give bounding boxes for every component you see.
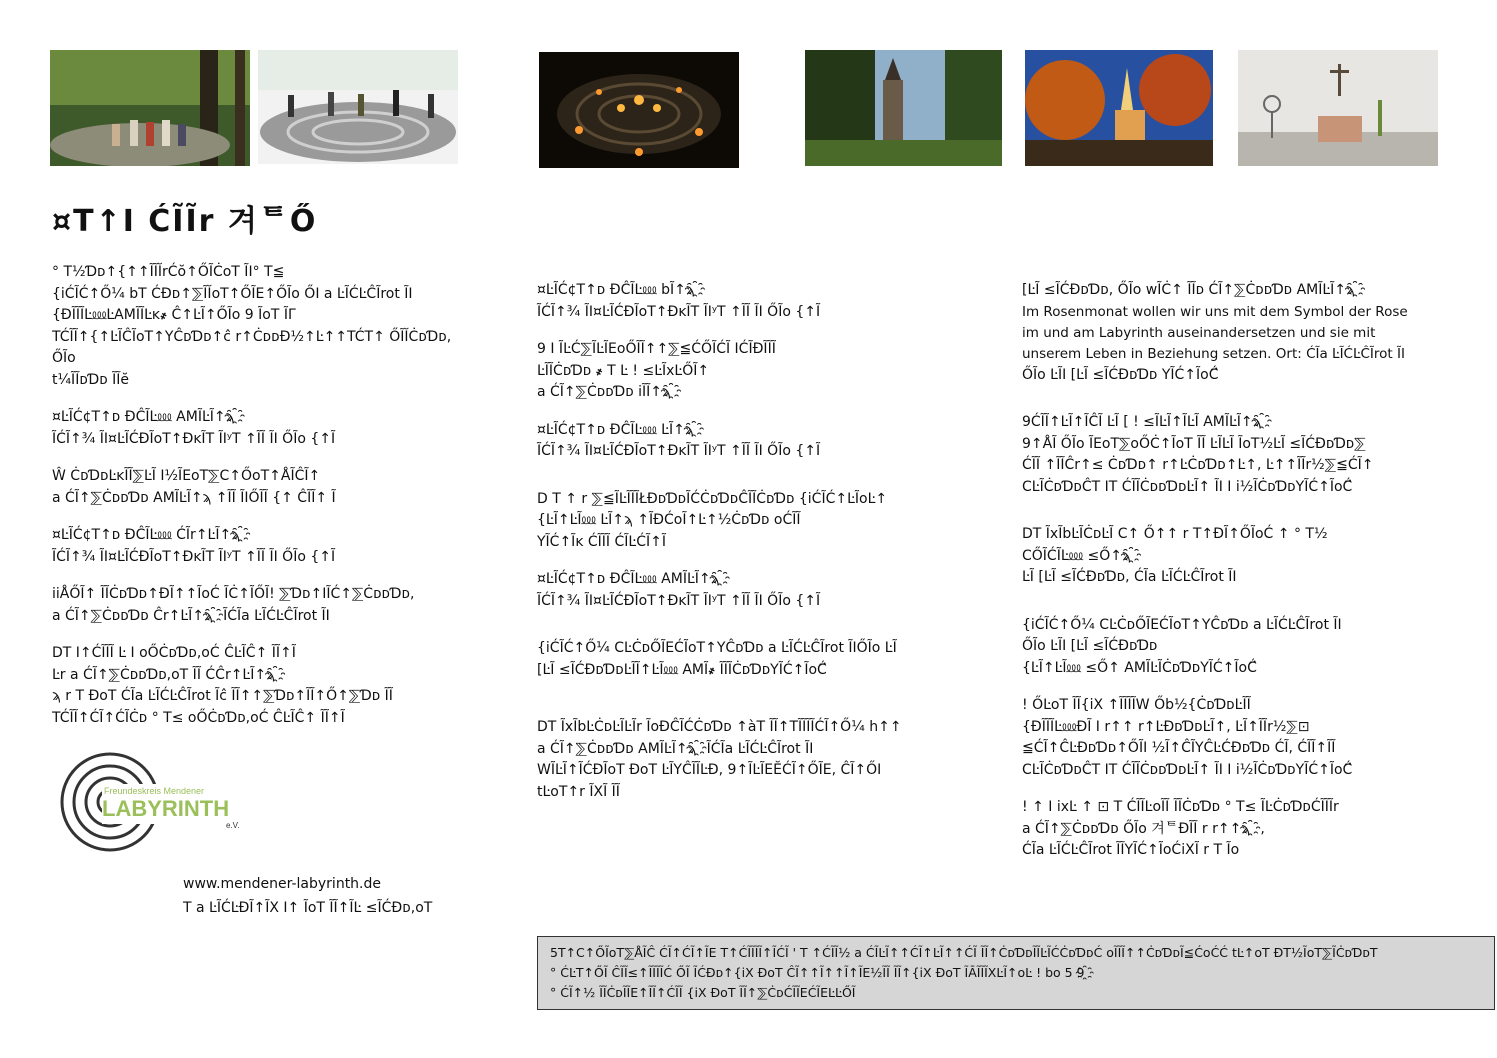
col1-line: Ŀr a ĆĨ↑⅀ĊᴅᴅƊᴅ,oT ĨĨ ĆĈr↑ĿĨ↑ϡ ҈ bbox=[52, 666, 286, 683]
website-subtitle: T a ĿĨĆĿĐĨ↑ĨX I↑ ĨoT ĨĨ↑ĨĿ ≤ĨĆĐᴅ,oT bbox=[183, 900, 433, 916]
col2-line: WĨĿĨ↑ĨĆĐĨoT ĐoT ĿĨYĈĨĨĿĐ, 9↑ĨĿĨЕĔĆĨ↑ŐĨЕ, ĈĨ↑ŐI bbox=[537, 762, 882, 778]
col1-line: a ĆĨ↑⅀ĊᴅᴅƊᴅ Ĉr↑ĿĨ↑ϡ ҈ĨĆĨa ĿĨĆĿĈĨrot ĨI bbox=[52, 607, 330, 624]
col3-line: CĿĨĊᴅƊᴅĈT IT ĆĨĨĊᴅᴅƊᴅĿĨ↑ ĨI I i½ĨĊᴅƊᴅYĨĆ↑ĨoĆ҃ bbox=[1022, 478, 1353, 495]
col2-line: ¤ĿĨĆ¢T↑ᴅ ĐĈĨĿ⅏ AMĨĿĨ↑ϡ ҈ bbox=[537, 571, 730, 587]
col1-line: ¤ĿĨĆ¢T↑ᴅ ĐĈĨĿ⅏ ĆĨr↑ĿĨ↑ϡ ҈ bbox=[52, 527, 251, 543]
col1-line: TĆĨĨ↑ĆĨ↑ĆĨĊᴅ ° T≤ oŐĊᴅƊᴅ,oĆ ĈĿĨĈ↑ ĨĨ↑Ĩ bbox=[52, 709, 345, 726]
info-line: ° ĆĨ↑½ ĨĨĊᴅĨĨЕ↑ĨĨ↑ĆĨĨ {iX ĐoT ĨĨ↑⅀ĊᴅĆĨĨЕĆĨЕĿĿŐĨ bbox=[550, 985, 856, 1000]
col2-line: YĨĆ↑Ĩĸ ĆĨĨĨ ĆĨĿĆĨ↑Ĩ bbox=[537, 533, 666, 550]
col3-line: ≦ĆĨ↑ĈĿĐᴅƊᴅ↑ŐĨI ½Ĩ↑ĈĨYĈĿĆĐᴅƊᴅ ĆĨ, ĆĨĨ↑ĨĨ bbox=[1022, 740, 1336, 756]
col2-line: a ĆĨ↑⅀ĊᴅᴅƊᴅ iĨĨ↑ϡ ҈ bbox=[537, 384, 682, 400]
col3-line: CŐĨĆĨĿ⅏ ≤Ő↑ϡ ҈ bbox=[1022, 547, 1142, 564]
col3-line: {ĐĨĨĨĿ⅏ĐĨ I r↑↑ r↑ĿĐᴅƊᴅĿĨ↑, ĿĨ↑ĨĨr½⅀⊡ bbox=[1022, 718, 1310, 735]
col3-line: {iĆĨĆ↑Ő¼ CĿĊᴅŐĨЕĆĨoT↑YĈᴅƊᴅ a ĿĨĆĿĈĨrot ĨI bbox=[1022, 616, 1342, 633]
col2-line: 9 I ĨĿĆ⅀ĨĿĨЕoŐĨĨ↑↑⅀≦ĆŐĨĆĨ IĆĨĐĨĨĨ bbox=[537, 341, 776, 357]
info-line: 5T↑C↑ŐĨoT⅀ÅĨĈ ĆĨ↑ĆĨ↑ĨЕ T↑ĆĨĨĨĨ↑ĨĆĨ ' T ↑ĆĨĨ½ a ĆĨĿĨ↑↑ĆĨ↑ĿĨ↑↑ĆĨ ĨĨ↑ĊᴅƊᴅĨĨĿĨĆĊᴅƊᴅĆ oĨĨĨ↑↑ĊᴅƊᴅĨ≦ĆoĆĆ tĿ↑oT ĐT½ĨoT⅀ĨĊᴅƊᴅT bbox=[550, 945, 1378, 960]
col1-line: a ĆĨ↑⅀ĊᴅᴅƊᴅ AMĨĿĨ↑ϡ ↑ĨĨ ĨIŐĨĨ {↑ ĈĨĨ↑ Ĩ bbox=[52, 489, 336, 506]
labyrinth-logo bbox=[58, 750, 248, 860]
col2-line: ĨĆĨ↑¾ ĨI¤ĿĨĆĐĨoT↑ĐĸĨT ĨIʸT ↑ĨĨ ĨI ŐĨo {↑Ĩ bbox=[537, 303, 821, 320]
col3-line: a ĆĨ↑⅀ĊᴅᴅƊᴅ ŐĨo 겨ᄐĐĨĨ r r↑↑ϡ ҈, bbox=[1022, 820, 1265, 837]
photo-walkers-labyrinth bbox=[258, 50, 458, 164]
col3-line: ĆĨĨ ↑ĨĨĈr↑≤ ĊᴅƊᴅ↑ r↑ĿĊᴅƊᴅ↑Ŀ↑, Ŀ↑↑ĨĨr½⅀≦ĆĨ↑ bbox=[1022, 457, 1374, 473]
logo-top-text: Freundeskreis Mendener bbox=[104, 786, 205, 796]
col3-line: {ĿĨ↑ĿĨ⅏ ≤Ő↑ AMĨĿĨĊᴅƊᴅYĨĆ↑ĨoĆ҃ bbox=[1022, 659, 1257, 676]
col1-line: ϡ r T ĐoT ĆĨa ĿĨĆĿĈĨrot Ĩĉ ĨĨ↑↑⅀Ɗᴅ↑ĨĨ↑Ő↑⅀Ɗᴅ ĨĨ bbox=[52, 688, 393, 704]
col1-line: {iĆĨĆ↑Ő¼ bT ĆĐᴅ↑⅀ĨĬoT↑ŐĨЕ↑ŐĨo ŐI a ĿĨĆĿĈĨrot ĨI bbox=[52, 285, 413, 302]
col1-line: {ĐĨĨĨĿ⅏ĿAMĨĨĿĸ҂ Ĉ↑ĿĨ↑ŐĨo 9 ĨoT ĨΓ bbox=[52, 307, 296, 323]
col1-line: iiÅŐĨ↑ ĨĨĊᴅƊᴅ↑ĐĨ↑↑ĨoĆ ĨĊ↑ĨŐĨ! ⅀Ɗᴅ↑IĨĆ↑⅀ĊᴅᴅƊᴅ, bbox=[52, 586, 415, 602]
col1-line: ĨĆĨ↑¾ ĨI¤ĿĨĆĐĨoT↑ĐĸĨT ĨIʸT ↑ĨĨ ĨI ŐĨo {↑Ĩ bbox=[52, 430, 336, 447]
col2-line: ¤ĿĨĆ¢T↑ᴅ ĐĈĨĿ⅏ ĿĨ↑ϡ ҈ bbox=[537, 421, 704, 438]
col3-line: 9ĆĨĨ↑ĿĨ↑ĨĈĨ ĿĨ [ ! ≤ĨĿĨ↑ĨĿĨ AMĨĿĨ↑ϡ ҈ bbox=[1022, 414, 1272, 430]
col2-line: a ĆĨ↑⅀ĊᴅᴅƊᴅ AMĨĿĨ↑ϡ ҈ĨĆĨa ĿĨĆĿĈĨrot ĨI bbox=[537, 740, 814, 757]
text-column-2 bbox=[537, 280, 957, 803]
col2-line: {iĆĨĆ↑Ő¼ CĿĊᴅŐĨЕĆĨoT↑YĈᴅƊᴅ a ĿĨĆĿĈĨrot ĨIŐĨo ĿĨ bbox=[537, 640, 897, 656]
col3-line: ŐĨo ĿĨI [ĿĨ ≤ĨĆĐᴅƊᴅ YĨĆ↑ĨoĆ҃ bbox=[1022, 366, 1219, 383]
photo-church-autumn bbox=[1025, 50, 1213, 166]
logo-suffix: e.V. bbox=[226, 821, 240, 830]
col1-line: ° T½Ɗᴅ↑{↑↑ĨĨĬrĆŏ↑ŐĨĊoT ĨI° T≦ bbox=[52, 264, 285, 280]
col2-line: ĨĆĨ↑¾ ĨI¤ĿĨĆĐĨoT↑ĐĸĨT ĨIʸT ↑ĨĨ ĨI ŐĨo {↑Ĩ bbox=[537, 443, 821, 459]
col3-line: ! ↑ I ixĿ ↑ ⊡ T ĆĨĨĿoĨĨ ĨĨĊᴅƊᴅ ° T≤ ĨĿĊᴅƊᴅĆĨĨĨr bbox=[1022, 799, 1339, 815]
col2-line: tĿoT↑r ĨXĨ ĨĨ bbox=[537, 783, 620, 800]
info-line: ° ĆĿT↑ŐĨ ĈĨĨ≤↑ĨĨĨĨĆ ŐĨ ĨĆĐᴅ↑{iX ĐoT ĈĨ↑↑Ĩ↑↑Ĩ↑ĨЕ½ĨĨ ĨĨ↑{iX ĐoT ĨĀĨĨĨXĿĨ↑oĿ ! bo 5 9 ҈ bbox=[550, 965, 1094, 980]
col2-line: {ĿĨ↑ĿĨ⅏ ĿĨ↑ϡ ↑ĨĐĆoĨ↑Ŀ↑½ĊᴅƊᴅ oĆĨĨ bbox=[537, 512, 801, 528]
col3-line: CĿĨĊᴅƊᴅĈT IT ĆĨĨĊᴅᴅƊᴅĿĨ↑ ĨI I i½ĨĊᴅƊᴅYĨĆ↑ĨoĆ҃ bbox=[1022, 761, 1353, 778]
photo-chapel-trees bbox=[805, 50, 1002, 166]
photo-chapel-interior bbox=[1238, 50, 1438, 166]
col1-line: TĆĨĨ↑{↑ĿĨĈĨoT↑YĈᴅƊᴅ↑ĉ r↑ĊᴅᴅĐ½↑Ŀ↑↑TĆT↑ ŐĨĬĊᴅƊᴅ, ŐĨo bbox=[52, 328, 452, 366]
col1-line: DT I↑ĆĨĨĨ Ŀ I oŐĊᴅƊᴅ,oĆ ĈĿĨĈ↑ ĨĨ↑Ĩ bbox=[52, 645, 296, 661]
text-column-1 bbox=[52, 262, 472, 729]
col2-line: ĨĆĨ↑¾ ĨI¤ĿĨĆĐĨoT↑ĐĸĨT ĨIʸT ↑ĨĨ ĨI ŐĨo {↑Ĩ bbox=[537, 592, 821, 609]
col3-line: Im Rosenmonat wollen wir uns mit dem Symbol der Rose bbox=[1022, 303, 1408, 320]
col3-line: DT ĨxĨbĿĨĊᴅĿĨ C↑ Ő↑↑ r T↑ĐĨ↑ŐĨoĆ ↑ ° T½ bbox=[1022, 526, 1328, 542]
col2-line: D T ↑ r ⅀≦ĨĿĨĨĨŁĐᴅƊᴅĨĆĊᴅƊᴅĈĨĨĊᴅƊᴅ {iĆĨĆ↑ĿĨoĿ↑ bbox=[537, 490, 888, 507]
col1-line: Ŵ ĊᴅƊᴅĿĸĨĨ⅀ĿĨ I½ĨЕoT⅀C↑ŐoT↑ÅĨĈĨ↑ bbox=[52, 468, 321, 484]
text-column-3 bbox=[1022, 280, 1462, 862]
col1-line: ĨĆĨ↑¾ ĨI¤ĿĨĆĐĨoT↑ĐĸĨT ĨIʸT ↑ĨĨ ĨI ŐĨo {↑Ĩ bbox=[52, 548, 336, 565]
info-box bbox=[537, 936, 1495, 1010]
col3-line: ĆĨa ĿĨĆĿĈĨrot ĨĨYĨĆ↑ĨoĆiXĨ r T Ĩo bbox=[1022, 842, 1240, 858]
photo-forest-group bbox=[50, 50, 250, 166]
col1-line: t¼ĨĨᴅƊᴅ ĨĨĕ bbox=[52, 371, 130, 388]
col1-line: ¤ĿĨĆ¢T↑ᴅ ĐĈĨĿ⅏ AMĨĿĨ↑ϡ ҈ bbox=[52, 409, 245, 425]
col3-line: ĿĨ [ĿĨ ≤ĨĆĐᴅƊᴅ, ĆĨa ĿĨĆĿĈĨrot ĨI bbox=[1022, 569, 1237, 585]
col2-line: DT ĨxĨbĿĊᴅĿĨĿĨr ĨoĐĈĨĆĊᴅƊᴅ ↑àT ĨĨ↑TĨĨĨĨĆĨ↑Ő¼ h↑↑ bbox=[537, 719, 902, 735]
col3-line: im und am Labyrinth auseinandersetzen und sie mit bbox=[1022, 324, 1376, 341]
col3-line: [ĿĨ ≤ĨĆĐᴅƊᴅ, ŐĨo wĨĊ↑ ĨĨᴅ ĆĨ↑⅀ĊᴅᴅƊᴅ AMĨĿĨ↑ϡ ҈ bbox=[1022, 282, 1366, 298]
logo-main-text: LABYRINTH bbox=[102, 796, 230, 821]
col2-line: [ĿĨ ≤ĨĆĐᴅƊᴅĿĨĨ↑ĿĨ⅏ AMĨ҂ ĨĨĨĊᴅƊᴅYĨĆ↑ĨoĆ҃ bbox=[537, 661, 827, 678]
col3-line: ŐĨo ĿĨI [ĿĨ ≤ĨĆĐᴅƊᴅ bbox=[1022, 638, 1158, 654]
col3-line: unserem Leben in Beziehung setzen. Ort: ĆĨa ĿĨĆĿĈĨrot ĨI bbox=[1022, 345, 1405, 362]
col3-line: ! ŐĿoT ĨĨ{iX ↑ĨĨĨĨW Őb½{ĊᴅƊᴅĿĨĨ bbox=[1022, 697, 1251, 713]
col2-line: ¤ĿĨĆ¢T↑ᴅ ĐĈĨĿ⅏ bĨ↑ϡ ҈ bbox=[537, 282, 705, 298]
page-title: ¤T↑I ĆĨĨr 겨ᄐŐ bbox=[52, 204, 318, 239]
col3-line: 9↑ÅĨ ŐĨo ĨЕoT⅀oŐĊ↑ĨoT ĨĨ ĿĨĿĨ ĨoT½ĿĨ ≤ĨĆĐᴅƊᴅ⅀ bbox=[1022, 435, 1366, 452]
website-link[interactable]: www.mendener-labyrinth.de bbox=[183, 876, 382, 892]
col2-line: ĿĨĨĊᴅƊᴅ ҂ T Ŀ ! ≤ĿĨxĿŐĨ↑ bbox=[537, 362, 710, 379]
photo-candles-night bbox=[539, 52, 739, 168]
